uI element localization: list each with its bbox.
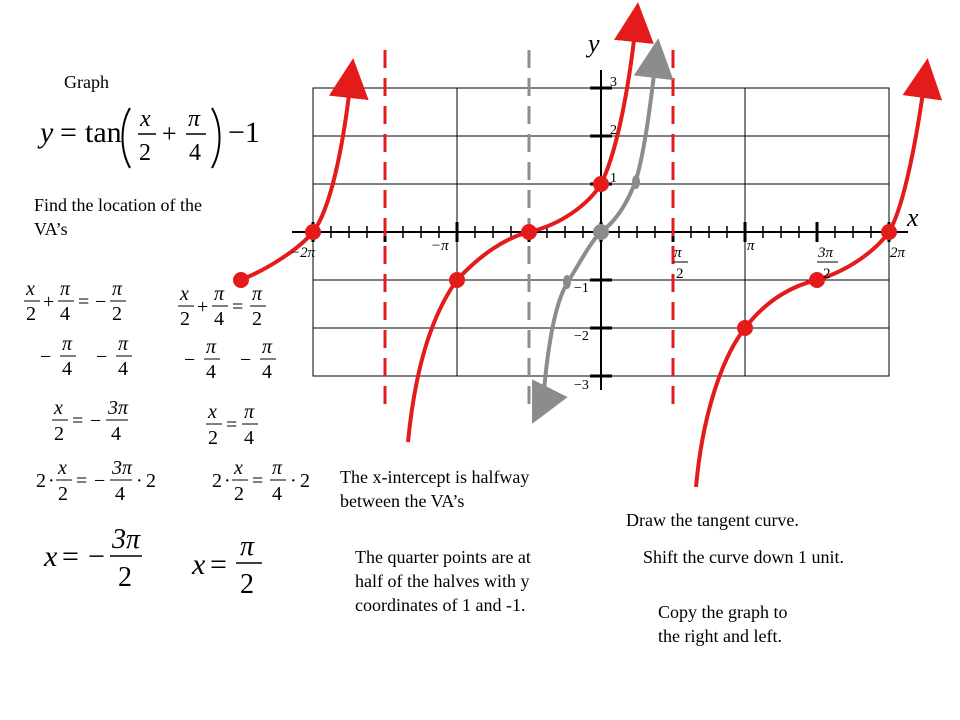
svg-text:2: 2 bbox=[36, 470, 46, 492]
y-tick-label: −2 bbox=[574, 329, 589, 344]
svg-text:4: 4 bbox=[244, 427, 254, 449]
svg-text:−: − bbox=[96, 346, 108, 368]
note-draw-curve: Draw the tangent curve. bbox=[626, 510, 799, 530]
svg-text:=: = bbox=[60, 116, 77, 149]
svg-text:=: = bbox=[62, 540, 79, 573]
svg-text:π: π bbox=[240, 531, 255, 562]
svg-text:2: 2 bbox=[139, 140, 151, 166]
svg-text:π: π bbox=[206, 336, 217, 358]
note-line: half of the halves with y bbox=[355, 571, 530, 591]
note-line: the right and left. bbox=[658, 626, 782, 646]
main-equation bbox=[37, 106, 260, 168]
note-line: Copy the graph to bbox=[658, 602, 788, 622]
svg-text:2: 2 bbox=[146, 470, 156, 492]
svg-text:π: π bbox=[272, 457, 283, 479]
svg-text:=: = bbox=[252, 470, 264, 492]
page-title: Graph bbox=[64, 72, 109, 92]
x-tick-label: π bbox=[747, 238, 755, 254]
svg-text:π: π bbox=[118, 333, 129, 355]
point bbox=[632, 175, 640, 189]
svg-text:4: 4 bbox=[115, 483, 125, 505]
x-tick-label: π bbox=[674, 245, 682, 261]
note-quarter-points bbox=[355, 545, 531, 617]
point bbox=[881, 224, 897, 240]
svg-text:−: − bbox=[184, 349, 196, 371]
svg-text:3π: 3π bbox=[112, 457, 133, 479]
y-tick-label: −3 bbox=[574, 378, 589, 393]
svg-text:x: x bbox=[140, 106, 151, 132]
svg-text:·: · bbox=[290, 470, 297, 492]
svg-text:4: 4 bbox=[62, 358, 72, 380]
point bbox=[449, 272, 465, 288]
point bbox=[593, 224, 609, 240]
svg-text:·: · bbox=[224, 470, 231, 492]
x-tick-label: −π bbox=[431, 238, 449, 254]
svg-text:4: 4 bbox=[60, 303, 70, 325]
point bbox=[233, 272, 249, 288]
x-tick-label: −2π bbox=[290, 245, 316, 261]
svg-text:=: = bbox=[232, 296, 244, 318]
y-tick-label: 2 bbox=[610, 123, 617, 138]
note-line: The quarter points are at bbox=[355, 547, 531, 567]
svg-text:π: π bbox=[214, 283, 225, 305]
svg-text:π: π bbox=[188, 106, 201, 132]
svg-text:=: = bbox=[226, 414, 238, 436]
svg-text:π: π bbox=[112, 278, 123, 300]
svg-text:x: x bbox=[180, 283, 189, 305]
svg-text:4: 4 bbox=[118, 358, 128, 380]
svg-text:x: x bbox=[192, 548, 206, 581]
svg-text:·: · bbox=[136, 470, 143, 492]
x-tick-label: 2π bbox=[890, 245, 906, 261]
svg-text:+: + bbox=[197, 296, 209, 318]
svg-text:=: = bbox=[76, 470, 88, 492]
x-tick-label: 2 bbox=[676, 266, 684, 282]
svg-text:=: = bbox=[72, 410, 84, 432]
svg-text:π: π bbox=[262, 336, 273, 358]
svg-text:x: x bbox=[208, 401, 217, 423]
svg-text:=: = bbox=[210, 548, 227, 581]
point bbox=[737, 320, 753, 336]
x-tick-label: 3π bbox=[818, 245, 834, 261]
svg-text:π: π bbox=[252, 283, 263, 305]
svg-text:2: 2 bbox=[118, 562, 132, 593]
svg-text:4: 4 bbox=[189, 140, 201, 166]
svg-text:2: 2 bbox=[300, 470, 310, 492]
svg-text:x: x bbox=[44, 540, 58, 573]
svg-text:x: x bbox=[234, 457, 243, 479]
x-tick-label: 2 bbox=[823, 266, 831, 282]
svg-text:2: 2 bbox=[234, 483, 244, 505]
svg-text:2: 2 bbox=[208, 427, 218, 449]
svg-text:−1: −1 bbox=[228, 116, 260, 149]
point bbox=[563, 275, 571, 289]
steps-left bbox=[24, 278, 156, 593]
svg-text:−: − bbox=[90, 410, 102, 432]
svg-text:2: 2 bbox=[180, 308, 190, 330]
svg-text:2: 2 bbox=[112, 303, 122, 325]
note-x-intercept bbox=[340, 465, 529, 513]
point bbox=[521, 224, 537, 240]
steps-right bbox=[178, 283, 310, 600]
svg-text:+: + bbox=[43, 291, 55, 313]
svg-text:4: 4 bbox=[272, 483, 282, 505]
svg-text:3π: 3π bbox=[108, 397, 129, 419]
point bbox=[593, 176, 609, 192]
svg-text:π: π bbox=[60, 278, 71, 300]
note-line: between the VA’s bbox=[340, 491, 465, 511]
svg-text:π: π bbox=[244, 401, 255, 423]
tangent-curve-unshifted-tail bbox=[541, 402, 543, 406]
svg-text:2: 2 bbox=[252, 308, 262, 330]
x-axis-label: x bbox=[907, 203, 919, 232]
svg-text:2: 2 bbox=[54, 423, 64, 445]
note-shift-curve: Shift the curve down 1 unit. bbox=[643, 547, 844, 567]
note-line: The x-intercept is halfway bbox=[340, 467, 530, 487]
note-copy-graph bbox=[658, 600, 787, 648]
svg-text:4: 4 bbox=[206, 361, 216, 383]
svg-text:x: x bbox=[58, 457, 67, 479]
svg-text:−: − bbox=[240, 349, 252, 371]
svg-text:2: 2 bbox=[212, 470, 222, 492]
note-line: coordinates of 1 and -1. bbox=[355, 595, 526, 615]
svg-text:+: + bbox=[162, 119, 177, 148]
y-tick-label: 3 bbox=[610, 75, 617, 90]
y-tick-label: −1 bbox=[574, 281, 589, 296]
svg-text:−: − bbox=[95, 291, 107, 313]
svg-text:y: y bbox=[40, 116, 54, 149]
y-tick-label: 1 bbox=[610, 171, 617, 186]
svg-text:x: x bbox=[54, 397, 63, 419]
svg-text:tan: tan bbox=[85, 116, 122, 149]
svg-text:−: − bbox=[40, 346, 52, 368]
key-points bbox=[233, 176, 897, 336]
svg-text:x: x bbox=[26, 278, 35, 300]
svg-text:·: · bbox=[48, 470, 55, 492]
svg-text:−: − bbox=[94, 470, 106, 492]
y-axis-label: y bbox=[588, 29, 600, 58]
point bbox=[305, 224, 321, 240]
svg-text:π: π bbox=[62, 333, 73, 355]
instruction-find-va: Find the location of the VA’s bbox=[34, 195, 202, 239]
svg-text:2: 2 bbox=[26, 303, 36, 325]
svg-text:4: 4 bbox=[262, 361, 272, 383]
svg-text:2: 2 bbox=[58, 483, 68, 505]
svg-text:3π: 3π bbox=[112, 524, 141, 555]
svg-text:4: 4 bbox=[111, 423, 121, 445]
svg-text:4: 4 bbox=[214, 308, 224, 330]
svg-text:−: − bbox=[88, 540, 105, 573]
svg-text:2: 2 bbox=[240, 569, 254, 600]
svg-text:=: = bbox=[78, 291, 90, 313]
